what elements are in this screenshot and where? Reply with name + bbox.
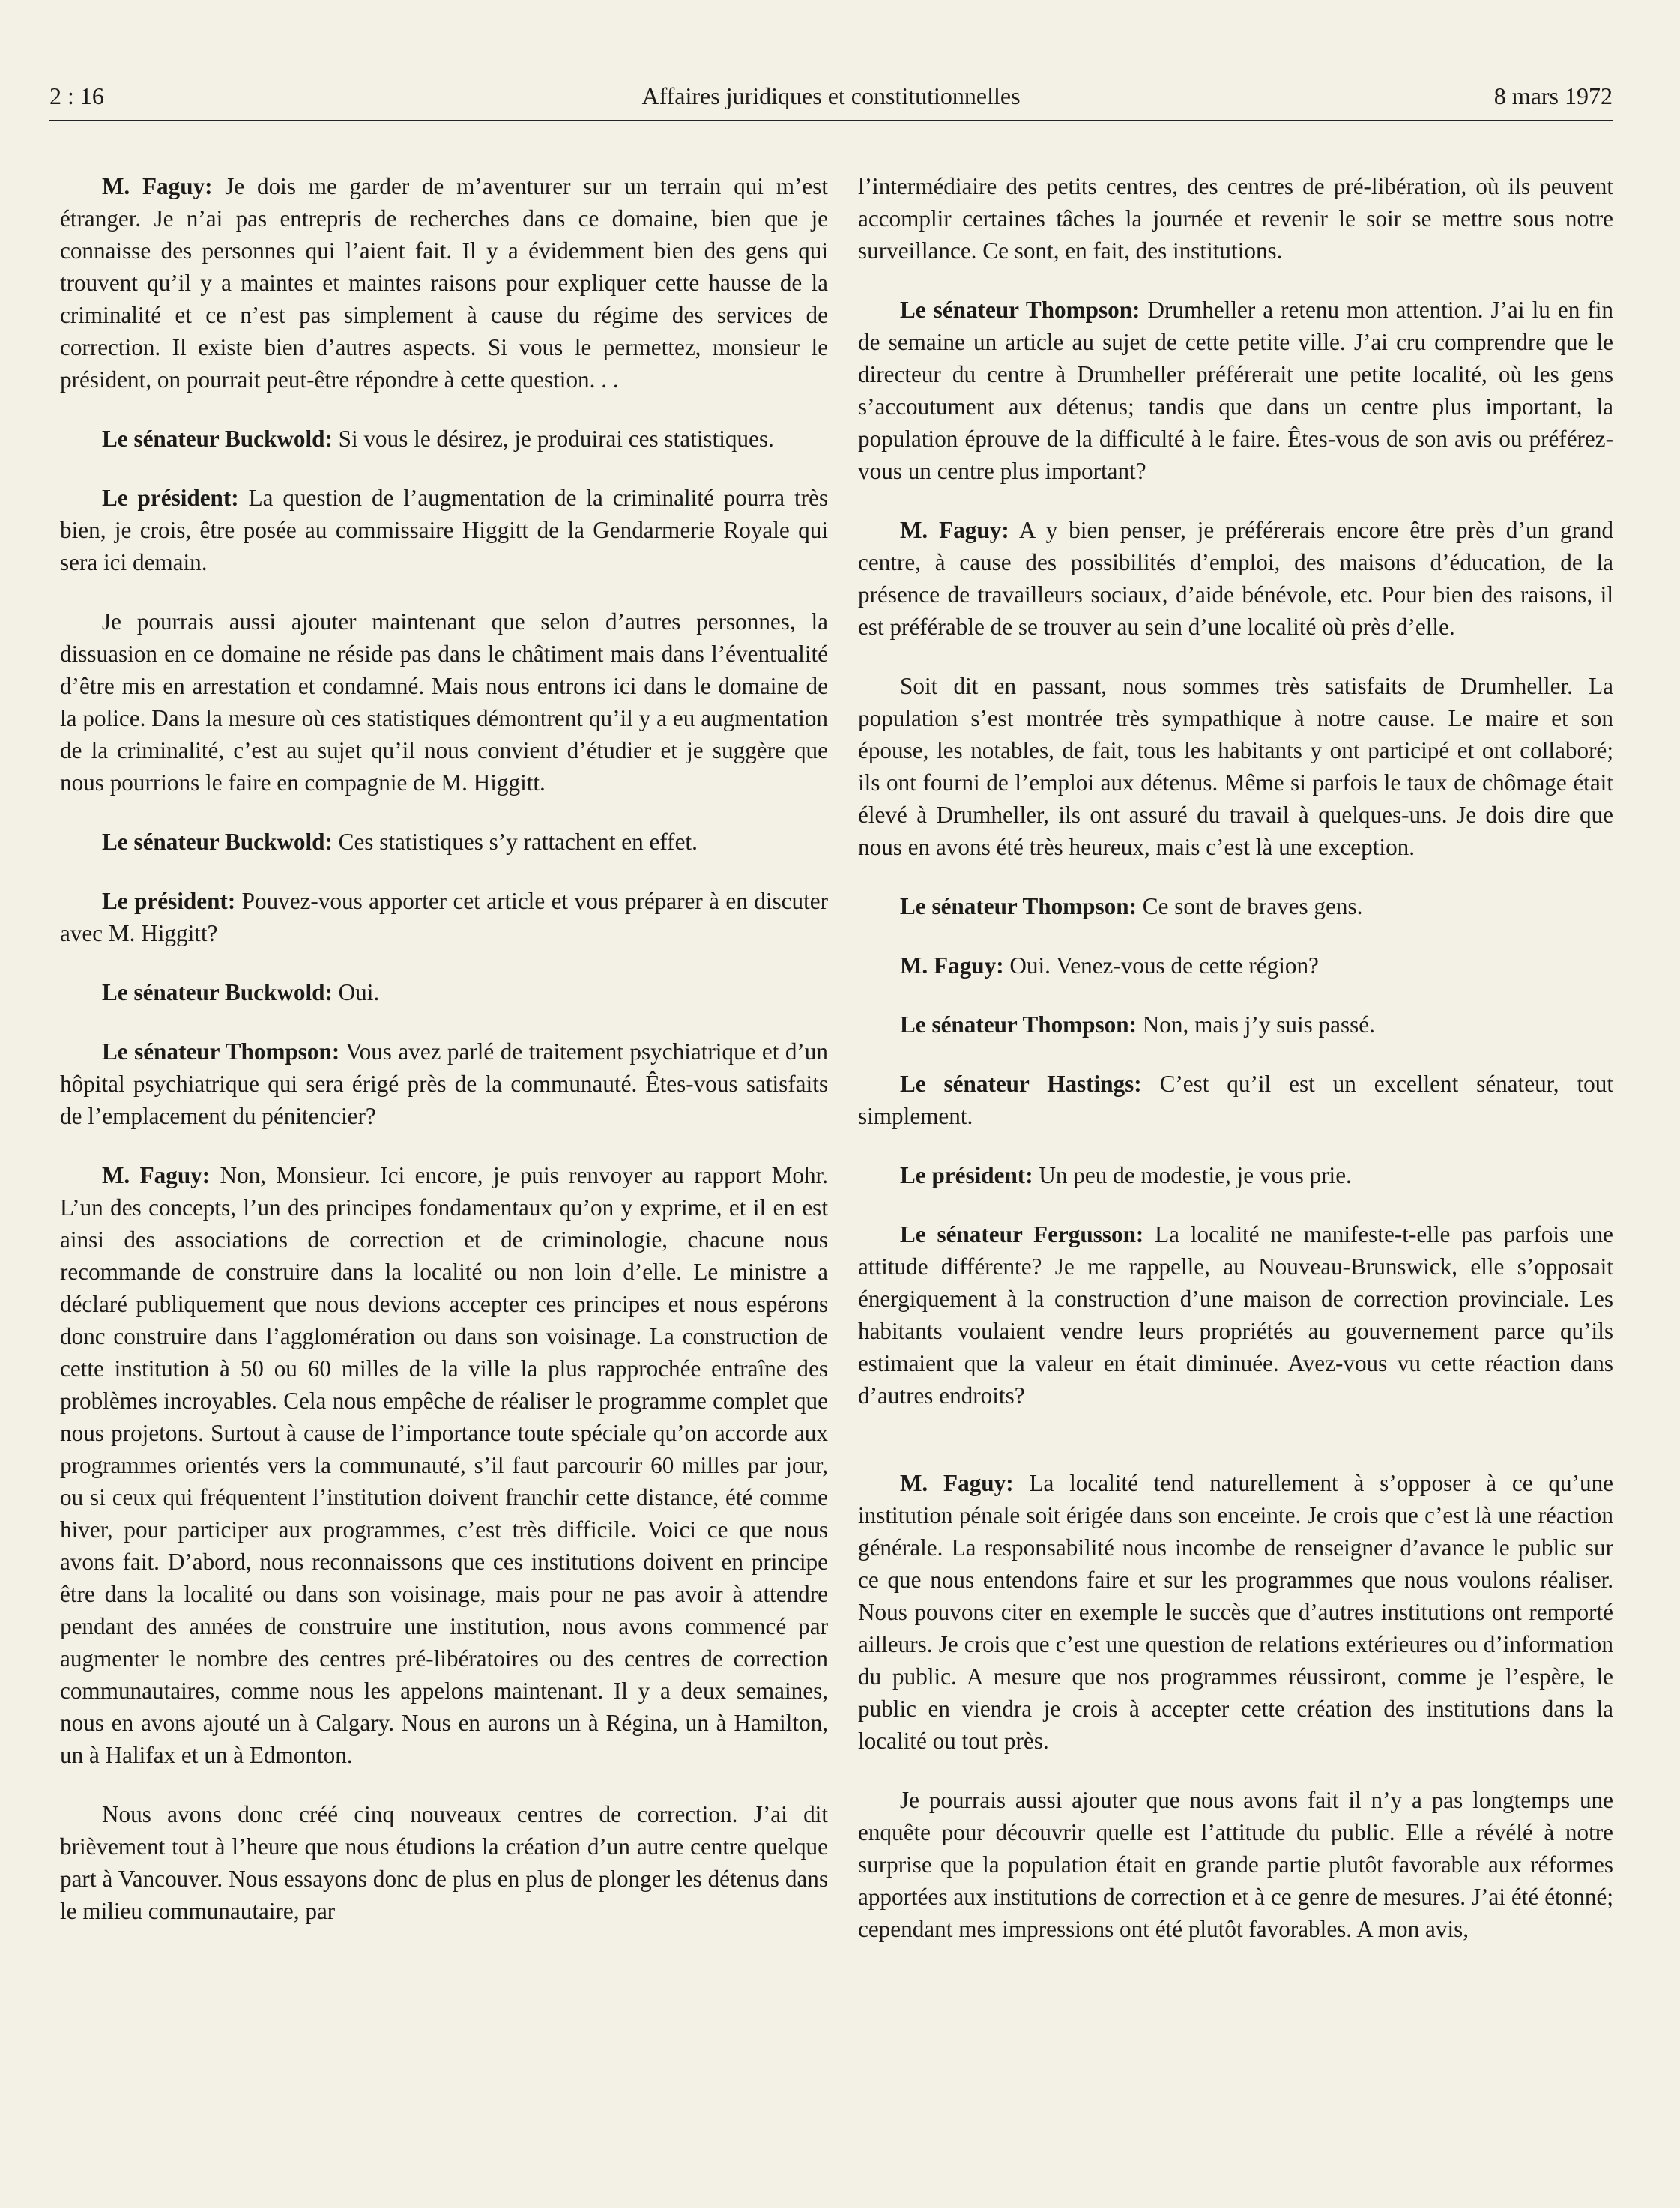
paragraph xyxy=(858,1218,1613,1412)
paragraph-text: Vous avez parlé de traitement psychiatrique et d’un hôpital psychiatrique qui sera érigé près de la communauté. Êtes-vous satisfaits de l’emplacement du pénitencier? xyxy=(60,1038,828,1129)
speaker: M. Faguy: xyxy=(102,173,213,199)
paragraph xyxy=(858,1008,1613,1041)
page-number: 2 : 16 xyxy=(49,82,104,109)
speaker: Le sénateur Buckwold: xyxy=(102,829,333,855)
speaker: M. Faguy: xyxy=(900,1470,1014,1496)
paragraph-text: Non, mais j’y suis passé. xyxy=(1136,1011,1375,1038)
paragraph-text: Je dois me garder de m’aventurer sur un terrain qui m’est étranger. Je n’ai pas entrepris de recherches dans ce domaine, bien que je connaisse des personnes qui l’aient fait. Il y a évidemment bien des gens qui trouvent qu’il y a maintes et maintes raisons pour expliquer cette hausse de la criminalité et ce n’est pas simplement à cause du régime des services de correction. Il existe bien d’autres aspects. Si vous le permettez, monsieur le président, on pourrait peut-être répondre à cette question. . . xyxy=(60,173,829,393)
paragraph-text: Je pourrais aussi ajouter maintenant que selon d’autres personnes, la dissuasion en ce domaine ne réside pas dans le châtiment mais dans l’éventualité d’être mis en arrestation et condamné. Mais nous entrons ici dans le domaine de la police. Dans la mesure où ces statistiques démontrent qu’il y a eu augmentation de la criminalité, c’est au sujet qu’il nous convient d’étudier et je suggère que nous pourrions le faire en compagnie de M. Higgitt. xyxy=(60,608,828,796)
paragraph-text: Oui. Venez-vous de cette région? xyxy=(1003,952,1319,979)
speaker: Le sénateur Fergusson: xyxy=(900,1221,1144,1247)
speaker: Le sénateur Thompson: xyxy=(900,297,1140,323)
header-title: Affaires juridiques et constitutionnelles xyxy=(641,82,1021,109)
paragraph-text: Drumheller a retenu mon attention. J’ai lu en fin de semaine un article au sujet de cette petite ville. J’ai cru comprendre que le directeur du centre à Drumheller préférerait une petite localité, où les gens s’accoutument aux détenus; tandis que dans un centre plus important, la population éprouve de la difficulté à le faire. Êtes-vous de son avis ou préférez-vous un centre plus important? xyxy=(858,297,1613,484)
speaker: Le sénateur Thompson: xyxy=(900,1011,1137,1038)
paragraph xyxy=(60,170,828,396)
paragraph xyxy=(858,170,1613,267)
paragraph xyxy=(60,1798,828,1927)
paragraph xyxy=(60,1159,828,1771)
left-column xyxy=(60,170,828,1954)
paragraph xyxy=(858,1159,1613,1191)
speaker: M. Faguy: xyxy=(900,952,1004,979)
paragraph xyxy=(858,670,1613,863)
paragraph xyxy=(858,890,1613,922)
paragraph-text: Ces statistiques s’y rattachent en effet. xyxy=(332,829,698,855)
paragraph-text: Un peu de modestie, je vous prie. xyxy=(1033,1162,1352,1188)
speaker: Le sénateur Thompson: xyxy=(102,1038,340,1065)
speaker: Le sénateur Hastings: xyxy=(900,1071,1142,1097)
paragraph-text: Oui. xyxy=(332,979,380,1005)
paragraph-text: Pouvez-vous apporter cet article et vous préparer à en discuter avec M. Higgitt? xyxy=(60,888,828,946)
speaker: Le président: xyxy=(900,1162,1033,1188)
paragraph xyxy=(60,605,828,799)
paragraph-text: La localité ne manifeste-t-elle pas parfois une attitude différente? Je me rappelle, au Nouveau-Brunswick, elle s’opposait énergiquement à la construction d’une maison de correction provinciale. Les habitants voulaient vendre leurs propriétés au gouvernement parce qu’ils estimaient que la valeur en était diminuée. Avez-vous vu cette réaction dans d’autres endroits? xyxy=(858,1221,1613,1409)
running-header xyxy=(49,82,1613,120)
speaker: Le sénateur Thompson: xyxy=(900,893,1137,919)
paragraph xyxy=(858,949,1613,981)
speaker: Le sénateur Buckwold: xyxy=(102,426,333,452)
paragraph-text: A y bien penser, je préférerais encore être près d’un grand centre, à cause des possibilités d’emploi, des maisons d’éducation, de la présence de travailleurs sociaux, d’aide bénévole, etc. Pour bien des raisons, il est préférable de se trouver au sein d’une localité où près d’elle. xyxy=(858,517,1614,640)
paragraph xyxy=(858,514,1613,643)
paragraph-text: Nous avons donc créé cinq nouveaux centres de correction. J’ai dit brièvement tout à l’heure que nous étudions la création d’un autre centre quelque part à Vancouver. Nous essayons donc de plus en plus de plonger les détenus dans le milieu communautaire, par xyxy=(60,1801,828,1924)
paragraph xyxy=(60,885,828,949)
paragraph-text: Je pourrais aussi ajouter que nous avons fait il n’y a pas longtemps une enquête pour découvrir quelle est l’attitude du public. Elle a révélé à notre surprise que la population était en grande partie plutôt favorable aux réformes apportées aux institutions de correction et à ce genre de mesures. J’ai été étonné; cependant mes impressions ont été plutôt favorables. A mon avis, xyxy=(858,1787,1613,1942)
paragraph xyxy=(60,1035,828,1132)
header-date: 8 mars 1972 xyxy=(1493,82,1613,109)
paragraph xyxy=(60,482,828,578)
paragraph-text: Si vous le désirez, je produirai ces statistiques. xyxy=(332,426,774,452)
speaker: Le président: xyxy=(102,888,236,914)
speaker: M. Faguy: xyxy=(900,517,1009,543)
paragraph-text: C’est qu’il est un excellent sénateur, tout simplement. xyxy=(858,1071,1613,1129)
paragraph-text: Soit dit en passant, nous sommes très satisfaits de Drumheller. La population s’est montrée très sympathique à notre cause. Le maire et son épouse, les notables, de fait, tous les habitants y ont participé et ont collaboré; ils ont fourni de l’emploi aux détenus. Même si parfois le taux de chômage était élevé à Drumheller, ils ont assuré du travail à quelques-uns. Je dois dire que nous en avons été très heureux, mais c’est là une exception. xyxy=(858,673,1613,860)
paragraph xyxy=(60,976,828,1008)
paragraph-text: Ce sont de braves gens. xyxy=(1136,893,1363,919)
speaker: M. Faguy: xyxy=(102,1162,211,1188)
speaker: Le sénateur Buckwold: xyxy=(102,979,333,1005)
right-column xyxy=(858,170,1613,1972)
header-rule xyxy=(49,120,1613,121)
paragraph-text: La question de l’augmentation de la criminalité pourra très bien, je crois, être posée au commissaire Higgitt de la Gendarmerie Royale qui sera ici demain. xyxy=(60,485,829,575)
paragraph-text: Non, Monsieur. Ici encore, je puis renvoyer au rapport Mohr. L’un des concepts, l’un des principes fondamentaux qu’on y exprime, et il en est ainsi des associations de correction et de criminologie, chacune nous recommande de construire dans la localité ou non loin d’elle. Le ministre a déclaré publiquement que nous devions accepter ces principes et nous espérons donc construire dans l’agglomération ou dans son voisinage. La construction de cette institution à 50 ou 60 milles de la ville la plus rapprochée entraîne des problèmes incroyables. Cela nous empêche de réaliser le programme complet que nous projetons. Surtout à cause de l’importance toute spéciale qu’on accorde aux programmes orientés vers la communauté, s’il faut parcourir 60 milles par jour, ou si ceux qui fréquentent l’institution doivent franchir cette distance, été comme hiver, pour participer aux programmes, c’est très difficile. Voici ce que nous avons fait. D’abord, nous reconnaissons que ces institutions doivent en principe être dans la localité ou dans son voisinage, mais pour ne pas avoir à attendre pendant des années de construire une institution, nous avons commencé par augmenter le nombre des centres pré-libératoires ou des centres de correction communautaires, comme nous les appelons maintenant. Il y a deux semaines, nous en avons ajouté un à Calgary. Nous en aurons un à Régina, un à Hamilton, un à Halifax et un à Edmonton. xyxy=(60,1162,828,1768)
paragraph xyxy=(858,1784,1613,1945)
speaker: Le président: xyxy=(102,485,239,511)
paragraph xyxy=(60,423,828,455)
paragraph xyxy=(858,1467,1613,1757)
paragraph xyxy=(60,826,828,858)
paragraph-text: l’intermédiaire des petits centres, des centres de pré-libération, où ils peuvent accomplir certaines tâches la journée et revenir le soir se mettre sous notre surveillance. Ce sont, en fait, des institutions. xyxy=(858,173,1613,264)
paragraph xyxy=(858,294,1613,487)
paragraph xyxy=(858,1068,1613,1132)
paragraph-text: La localité tend naturellement à s’opposer à ce qu’une institution pénale soit érigée dans son enceinte. Je crois que c’est là une réaction générale. La responsabilité nous incombe de renseigner d’avance le public sur ce que nous entendons faire et sur les programmes que nous voulons réaliser. Nous pouvons citer en exemple le succès que d’autres institutions ont remporté ailleurs. Je crois que c’est une question de relations extérieures ou d’information du public. A mesure que nos programmes réussiront, comme je l’espère, le public en viendra je crois à accepter cette création des institutions dans la localité ou tout près. xyxy=(858,1470,1614,1754)
